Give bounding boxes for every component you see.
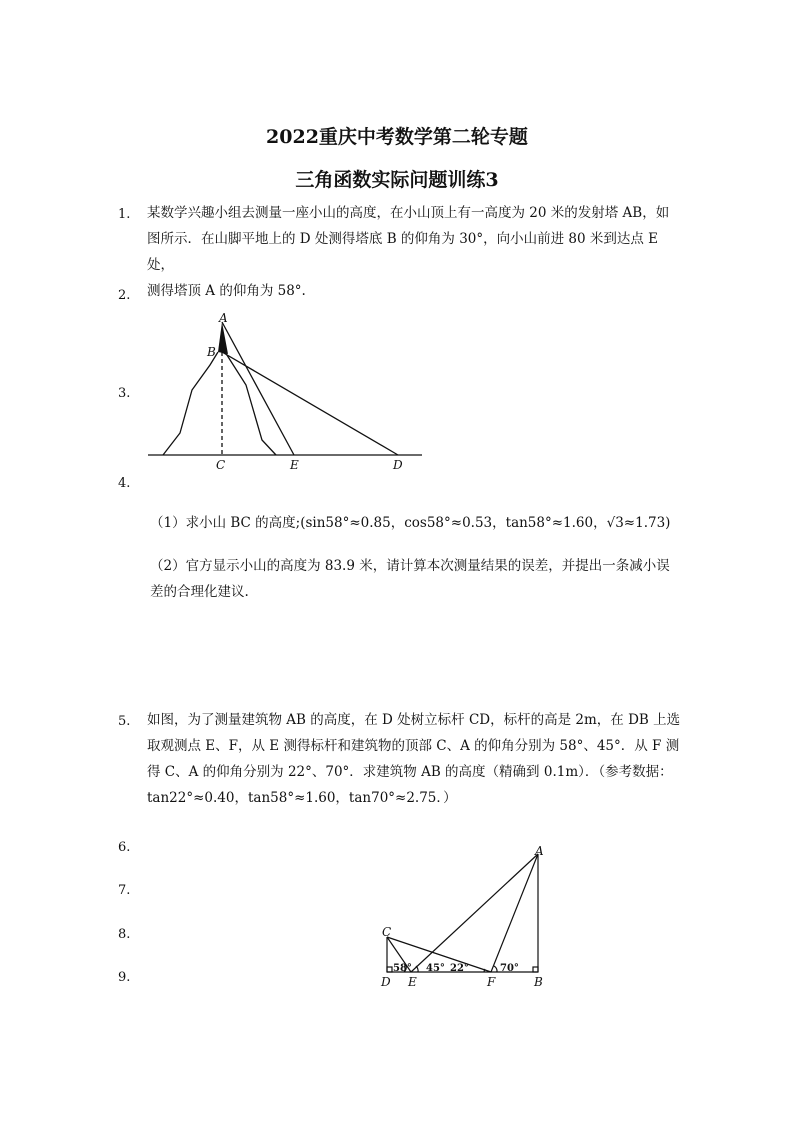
text-line: 取观测点 E、F，从 E 测得标杆和建筑物的顶部 C、A 的仰角分别为 58°、45°．从 F 测 — [147, 738, 680, 754]
label-c: C — [382, 925, 392, 939]
text-line: 图所示．在山脚平地上的 D 处测得塔底 B 的仰角为 30°，向小山前进 80 米到达点 E 处， — [147, 231, 659, 273]
label-a: A — [535, 844, 544, 858]
building-figure — [0, 840, 794, 1000]
label-b: B — [207, 345, 216, 359]
document-subtitle: 三角函数实际问题训练3 — [295, 169, 499, 191]
item-number: 3. — [118, 386, 131, 401]
item-number: 5. — [118, 714, 131, 729]
label-e: E — [290, 458, 299, 472]
angle-70: 70° — [500, 963, 519, 974]
question-1-part-1: （1）求小山 BC 的高度;(sin58°≈0.85，cos58°≈0.53，tan58°≈1.60，√3≈1.73) — [150, 515, 671, 531]
label-e: E — [408, 975, 417, 989]
text-line: tan22°≈0.40，tan58°≈1.60，tan70°≈2.75．） — [147, 790, 457, 806]
question-5-text — [147, 707, 687, 811]
text-line: 测得塔顶 A 的仰角为 58°. — [147, 283, 306, 299]
label-b: B — [534, 975, 543, 989]
item-number: 6. — [118, 840, 131, 855]
mountain-tower-figure — [0, 0, 794, 500]
item-number: 7. — [118, 883, 131, 898]
text-line: 某数学兴趣小组去测量一座小山的高度，在小山顶上有一高度为 20 米的发射塔 AB，如 — [147, 205, 670, 221]
question-1-part-2 — [150, 553, 690, 605]
angle-22: 22° — [450, 963, 469, 974]
angle-58: 58° — [393, 963, 412, 974]
item-number: 8. — [118, 927, 131, 942]
label-a: A — [219, 311, 228, 325]
item-number: 9. — [118, 970, 131, 985]
angle-45: 45° — [426, 963, 445, 974]
label-c: C — [216, 458, 226, 472]
label-d: D — [393, 458, 403, 472]
text-line: 如图，为了测量建筑物 AB 的高度，在 D 处树立标杆 CD，标杆的高是 2m，在 DB 上选 — [147, 712, 681, 728]
label-f: F — [487, 975, 496, 989]
text-line: （2）官方显示小山的高度为 83.9 米，请计算本次测量结果的误差，并提出一条减小误 — [150, 558, 670, 574]
label-d: D — [381, 975, 391, 989]
item-number: 1. — [118, 207, 131, 222]
item-number: 4. — [118, 476, 131, 491]
text-line: 差的合理化建议. — [150, 584, 249, 600]
item-number: 2. — [118, 288, 131, 303]
document-title: 2022重庆中考数学第二轮专题 — [266, 126, 528, 148]
text-line: 得 C、A 的仰角分别为 22°、70°．求建筑物 AB 的高度（精确到 0.1m）．（参考数据： — [147, 764, 673, 780]
